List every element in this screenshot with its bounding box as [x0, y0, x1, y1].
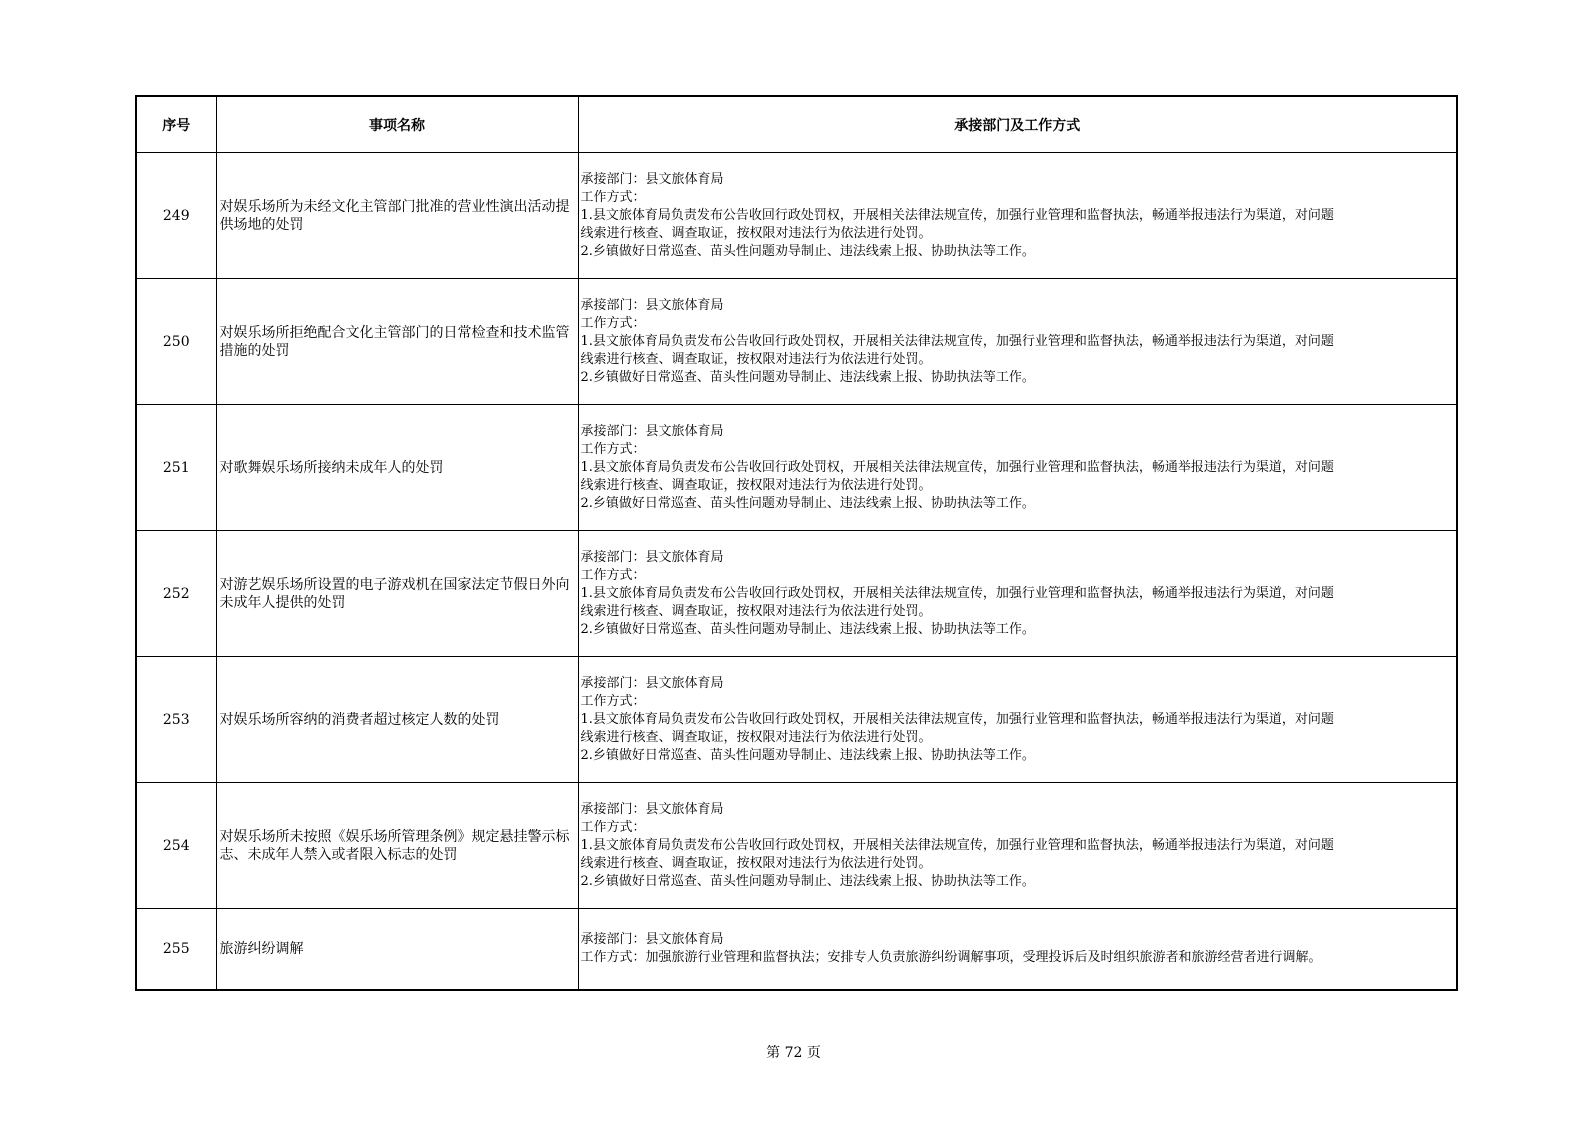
row-matter-name: 对娱乐场所容纳的消费者超过核定人数的处罚 [216, 657, 578, 783]
method-item-2: 2.乡镇做好日常巡查、苗头性问题劝导制止、违法线索上报、协助执法等工作。 [580, 243, 1035, 259]
method-item-1-continued: 线索进行核查、调查取证，按权限对违法行为依法进行处罚。 [580, 225, 932, 241]
method-item-1-continued: 线索进行核查、调查取证，按权限对违法行为依法进行处罚。 [580, 729, 932, 745]
method-item-2: 2.乡镇做好日常巡查、苗头性问题劝导制止、违法线索上报、协助执法等工作。 [580, 747, 1035, 763]
row-serial-number: 249 [136, 153, 216, 279]
row-serial-number: 250 [136, 279, 216, 405]
row-serial-number: 255 [136, 909, 216, 991]
method-item-1-continued: 线索进行核查、调查取证，按权限对违法行为依法进行处罚。 [580, 351, 932, 367]
department-line: 承接部门：县文旅体育局 [580, 297, 724, 313]
row-department-and-method [578, 909, 1457, 991]
table-row [136, 531, 1457, 657]
department-line: 承接部门：县文旅体育局 [580, 171, 724, 187]
method-label: 工作方式： [580, 819, 646, 835]
method-item-1: 1.县文旅体育局负责发布公告收回行政处罚权，开展相关法律法规宣传，加强行业管理和监督执法，畅通举报违法行为渠道，对问题 [580, 585, 1334, 601]
department-line: 承接部门：县文旅体育局 [580, 423, 724, 439]
table-row [136, 405, 1457, 531]
row-department-and-method [578, 153, 1457, 279]
row-matter-name: 对游艺娱乐场所设置的电子游戏机在国家法定节假日外向未成年人提供的处罚 [216, 531, 578, 657]
table-row [136, 657, 1457, 783]
method-full-line: 工作方式：加强旅游行业管理和监督执法；安排专人负责旅游纠纷调解事项，受理投诉后及时组织旅游者和旅游经营者进行调解。 [580, 950, 1322, 965]
row-serial-number: 254 [136, 783, 216, 909]
method-item-1: 1.县文旅体育局负责发布公告收回行政处罚权，开展相关法律法规宣传，加强行业管理和监督执法，畅通举报违法行为渠道，对问题 [580, 333, 1334, 349]
header-matter-name: 事项名称 [216, 96, 578, 153]
row-matter-name: 旅游纠纷调解 [216, 909, 578, 991]
method-label: 工作方式： [580, 315, 646, 331]
table-row [136, 783, 1457, 909]
row-department-and-method [578, 279, 1457, 405]
row-department-and-method [578, 531, 1457, 657]
row-department-and-method [578, 657, 1457, 783]
department-line: 承接部门：县文旅体育局 [580, 801, 724, 817]
method-item-1: 1.县文旅体育局负责发布公告收回行政处罚权，开展相关法律法规宣传，加强行业管理和监督执法，畅通举报违法行为渠道，对问题 [580, 459, 1334, 475]
table-row [136, 153, 1457, 279]
row-matter-name: 对娱乐场所为未经文化主管部门批准的营业性演出活动提供场地的处罚 [216, 153, 578, 279]
method-item-1-continued: 线索进行核查、调查取证，按权限对违法行为依法进行处罚。 [580, 603, 932, 619]
department-line: 承接部门：县文旅体育局 [580, 932, 724, 947]
row-matter-name: 对娱乐场所未按照《娱乐场所管理条例》规定悬挂警示标志、未成年人禁入或者限入标志的处罚 [216, 783, 578, 909]
method-item-2: 2.乡镇做好日常巡查、苗头性问题劝导制止、违法线索上报、协助执法等工作。 [580, 369, 1035, 385]
row-serial-number: 253 [136, 657, 216, 783]
header-department-and-method: 承接部门及工作方式 [578, 96, 1457, 153]
method-label: 工作方式： [580, 441, 646, 457]
matters-table [135, 95, 1458, 991]
method-item-1: 1.县文旅体育局负责发布公告收回行政处罚权，开展相关法律法规宣传，加强行业管理和监督执法，畅通举报违法行为渠道，对问题 [580, 207, 1334, 223]
method-label: 工作方式： [580, 693, 646, 709]
row-serial-number: 251 [136, 405, 216, 531]
method-item-1: 1.县文旅体育局负责发布公告收回行政处罚权，开展相关法律法规宣传，加强行业管理和监督执法，畅通举报违法行为渠道，对问题 [580, 711, 1334, 727]
department-line: 承接部门：县文旅体育局 [580, 549, 724, 565]
table-header-row [136, 96, 1457, 153]
row-matter-name: 对歌舞娱乐场所接纳未成年人的处罚 [216, 405, 578, 531]
row-matter-name: 对娱乐场所拒绝配合文化主管部门的日常检查和技术监管措施的处罚 [216, 279, 578, 405]
department-line: 承接部门：县文旅体育局 [580, 675, 724, 691]
row-department-and-method [578, 405, 1457, 531]
table-row [136, 909, 1457, 991]
method-item-2: 2.乡镇做好日常巡查、苗头性问题劝导制止、违法线索上报、协助执法等工作。 [580, 495, 1035, 511]
method-item-1-continued: 线索进行核查、调查取证，按权限对违法行为依法进行处罚。 [580, 855, 932, 871]
method-label: 工作方式： [580, 189, 646, 205]
row-serial-number: 252 [136, 531, 216, 657]
method-label: 工作方式： [580, 567, 646, 583]
table-row [136, 279, 1457, 405]
page-number: 第 72 页 [766, 1045, 821, 1061]
row-department-and-method [578, 783, 1457, 909]
method-item-2: 2.乡镇做好日常巡查、苗头性问题劝导制止、违法线索上报、协助执法等工作。 [580, 873, 1035, 889]
method-item-2: 2.乡镇做好日常巡查、苗头性问题劝导制止、违法线索上报、协助执法等工作。 [580, 621, 1035, 637]
method-item-1-continued: 线索进行核查、调查取证，按权限对违法行为依法进行处罚。 [580, 477, 932, 493]
method-item-1: 1.县文旅体育局负责发布公告收回行政处罚权，开展相关法律法规宣传，加强行业管理和监督执法，畅通举报违法行为渠道，对问题 [580, 837, 1334, 853]
header-serial-number: 序号 [136, 96, 216, 153]
